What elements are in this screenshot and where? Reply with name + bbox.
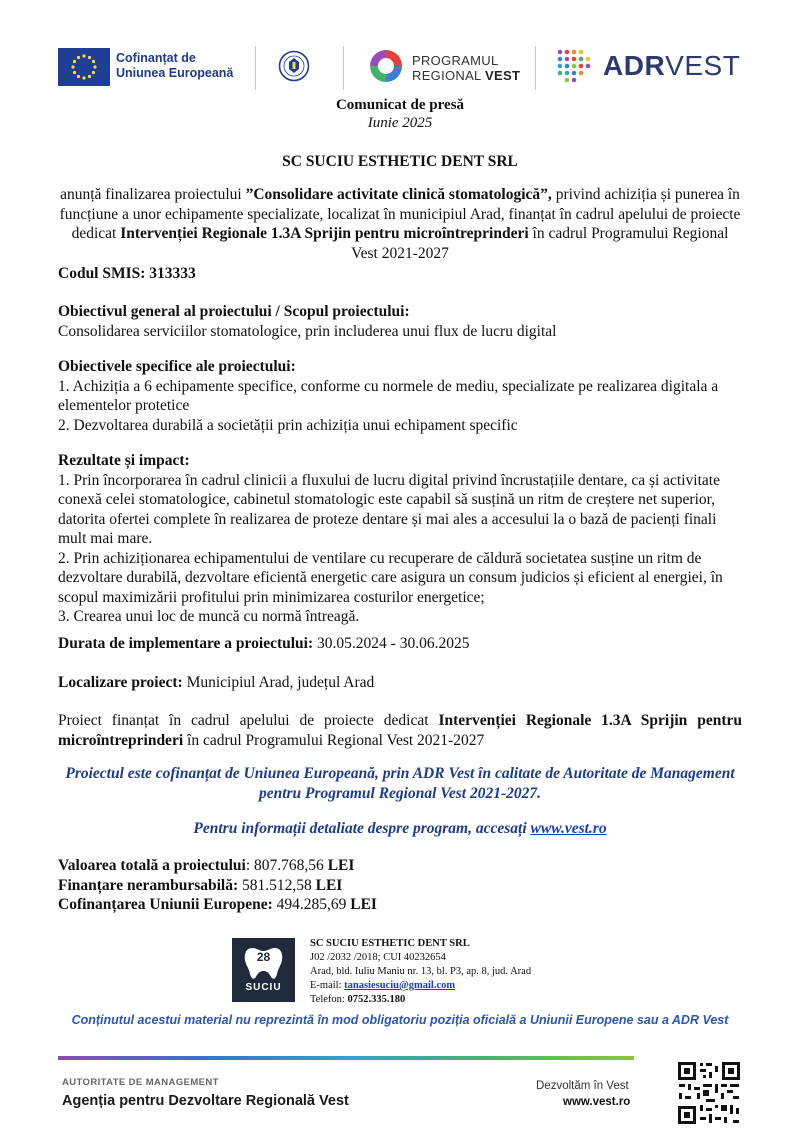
project-name: ”Consolidare activitate clinică stomatologică”, bbox=[245, 186, 552, 203]
general-objective-section bbox=[58, 302, 748, 341]
intervention-name: Intervenției Regionale 1.3A Sprijin pentru microîntreprinderi bbox=[120, 225, 529, 242]
press-release-title: Comunicat de presă bbox=[335, 97, 465, 113]
program-logo-line-2: REGIONAL bbox=[412, 68, 482, 83]
total-value-label: Valoarea totală a proiectului bbox=[58, 857, 246, 874]
result-item: 2. Prin achiziționarea echipamentului de ventilare cu recuperare de căldură societatea susține un ritm de dezvoltare durabilă, dezvoltare eficientă energetic care asigura un consum judicios și eficient al energiei, în scopul maximizării profitului prin minimizarea costurilor energetice; bbox=[58, 549, 723, 606]
logo-bar bbox=[0, 0, 800, 96]
email-label: E-mail: bbox=[310, 980, 345, 991]
result-item: 1. Prin încorporarea în cadrul clinicii a fluxului de lucru digital privind încrustațiile dentare, ca și activitate conexă celei stomatologice, cabinetul stomatologic este capabil să susțină un ritm de creștere net superior, datorita ofertei complete în realizarea de proteze dentare și mai ales a accesului la o bază de pacienți finali mult mai mare. bbox=[58, 471, 720, 547]
general-objective-text: Consolidarea serviciilor stomatologice, prin includerea unui flux de lucru digital bbox=[58, 322, 557, 340]
total-value-row bbox=[58, 856, 377, 876]
company-logo-brand: SUCIU bbox=[245, 982, 282, 993]
eu-cofinancing-note: Proiectul este cofinanțat de Uniunea Europeană, prin ADR Vest în calitate de Autoritate de Management pentru Programul Regional Vest 2021-2027. bbox=[65, 765, 735, 802]
location-value: Municipiul Arad, județul Arad bbox=[182, 674, 375, 691]
logo-divider bbox=[535, 46, 536, 90]
program-website-link[interactable]: www.vest.ro bbox=[530, 820, 607, 837]
specific-objective-item: 1. Achiziția a 6 echipamente specifice, conforme cu normele de mediu, specializate pe realizarea digitala a elementelor protetice bbox=[58, 377, 719, 414]
logo-divider bbox=[343, 46, 344, 90]
eu-flag-icon bbox=[58, 48, 110, 86]
company-email-link[interactable]: tanasiesuciu@gmail.com bbox=[344, 980, 456, 991]
adr-vest-logo-text bbox=[603, 50, 740, 82]
smis-code: Codul SMIS: 313333 bbox=[58, 265, 196, 282]
company-phone-row bbox=[310, 993, 531, 1007]
eu-logo-line-1: Cofinanțat de bbox=[116, 51, 196, 65]
duration-label: Durata de implementare a proiectului: bbox=[58, 635, 314, 652]
currency: LEI bbox=[327, 857, 355, 874]
currency: LEI bbox=[315, 876, 343, 894]
non-reimbursable-label: Finanțare nerambursabilă: bbox=[58, 876, 239, 894]
specific-objectives-section bbox=[58, 357, 748, 435]
non-reimbursable-row bbox=[58, 876, 377, 896]
duration-value: 30.05.2024 - 30.06.2025 bbox=[313, 635, 470, 652]
press-release-date: Iunie 2025 bbox=[367, 115, 433, 131]
logo-divider bbox=[255, 46, 256, 90]
eu-stars bbox=[71, 54, 96, 79]
program-logo-line-1: PROGRAMUL bbox=[412, 53, 499, 68]
total-value-amount: : 807.768,56 bbox=[245, 857, 328, 874]
phone-label: Telefon: bbox=[310, 994, 348, 1005]
qr-code-icon[interactable] bbox=[676, 1060, 742, 1126]
eu-logo-line-2: Uniunea Europeană bbox=[116, 66, 234, 80]
funding-statement bbox=[58, 711, 742, 750]
results-heading: Rezultate și impact: bbox=[58, 452, 190, 469]
eu-cofinancing-row bbox=[58, 895, 377, 915]
government-seal-icon bbox=[278, 47, 310, 90]
adr-logo-adr: ADR bbox=[603, 50, 666, 81]
program-regional-logo-icon bbox=[366, 46, 406, 91]
result-item: 3. Crearea unui loc de muncă cu normă întreagă. bbox=[58, 608, 360, 625]
eu-cofinancing-amount: 494.285,69 bbox=[272, 896, 351, 913]
eu-logo-text bbox=[116, 51, 233, 81]
intro-text-3: în cadrul Programului Regional Vest 2021-2027 bbox=[351, 225, 729, 262]
company-logo bbox=[232, 938, 295, 1002]
intro-text-1: anunță finalizarea proiectului bbox=[60, 186, 246, 203]
company-registration: J02 /2032 /2018; CUI 40232654 bbox=[310, 952, 446, 963]
intro-text-2: privind achiziția și punerea în funcțiune a unor echipamente specializate, localizat în municipiul Arad, finanțat în cadrul apelului de proiecte dedicat bbox=[59, 186, 741, 242]
footer-website[interactable]: www.vest.ro bbox=[563, 1096, 631, 1108]
funding-intervention: Intervenției Regionale 1.3A Sprijin pentru microîntreprinderi bbox=[58, 712, 742, 749]
company-phone: 0752.335.180 bbox=[347, 994, 406, 1005]
currency: LEI bbox=[350, 896, 377, 913]
company-address: Arad, bld. Iuliu Maniu nr. 13, bl. P3, ap. 8, jud. Arad bbox=[310, 966, 532, 977]
program-logo-line-2-bold: VEST bbox=[485, 68, 521, 83]
company-name-heading: SC SUCIU ESTHETIC DENT SRL bbox=[282, 153, 518, 170]
company-logo-number: 28 bbox=[256, 950, 271, 964]
adr-logo-vest: VEST bbox=[665, 50, 741, 81]
project-values bbox=[58, 856, 377, 915]
results-section bbox=[58, 451, 748, 627]
program-info-text: Pentru informații detaliate despre program, accesați bbox=[193, 820, 531, 837]
company-email-row bbox=[310, 979, 531, 993]
intro-paragraph bbox=[58, 185, 742, 263]
specific-objectives-heading: Obiectivele specifice ale proiectului: bbox=[58, 358, 296, 375]
specific-objective-item: 2. Dezvoltarea durabilă a societății prin achiziția unui echipament specific bbox=[58, 416, 518, 434]
adr-vest-dots-icon bbox=[556, 48, 594, 87]
non-reimbursable-amount: 581.512,58 bbox=[238, 876, 316, 894]
company-card-name: SC SUCIU ESTHETIC DENT SRL bbox=[310, 938, 470, 949]
program-regional-logo-text bbox=[412, 53, 520, 83]
funding-text-1: Proiect finanțat în cadrul apelului de proiecte dedicat bbox=[58, 712, 439, 729]
disclaimer: Conținutul acestui material nu reprezintă în mod obligatoriu poziția oficială a Uniunii Europene sau a ADR Vest bbox=[71, 1013, 729, 1027]
eu-cofinancing-label: Cofinanțarea Uniunii Europene: bbox=[58, 896, 273, 913]
authority-name: Agenția pentru Dezvoltare Regională Vest bbox=[62, 1093, 349, 1109]
general-objective-heading: Obiectivul general al proiectului / Scopul proiectului: bbox=[58, 303, 410, 320]
company-contact-card bbox=[310, 937, 531, 1007]
program-info-note bbox=[58, 820, 742, 838]
footer-gradient-bar bbox=[58, 1056, 634, 1060]
location-label: Localizare proiect: bbox=[58, 674, 183, 691]
duration-line bbox=[58, 634, 748, 654]
location-line bbox=[58, 673, 748, 693]
authority-label: AUTORITATE DE MANAGEMENT bbox=[62, 1077, 219, 1088]
funding-text-2: în cadrul Programului Regional Vest 2021-2027 bbox=[183, 731, 485, 749]
footer-slogan: Dezvoltăm în Vest bbox=[536, 1080, 629, 1092]
